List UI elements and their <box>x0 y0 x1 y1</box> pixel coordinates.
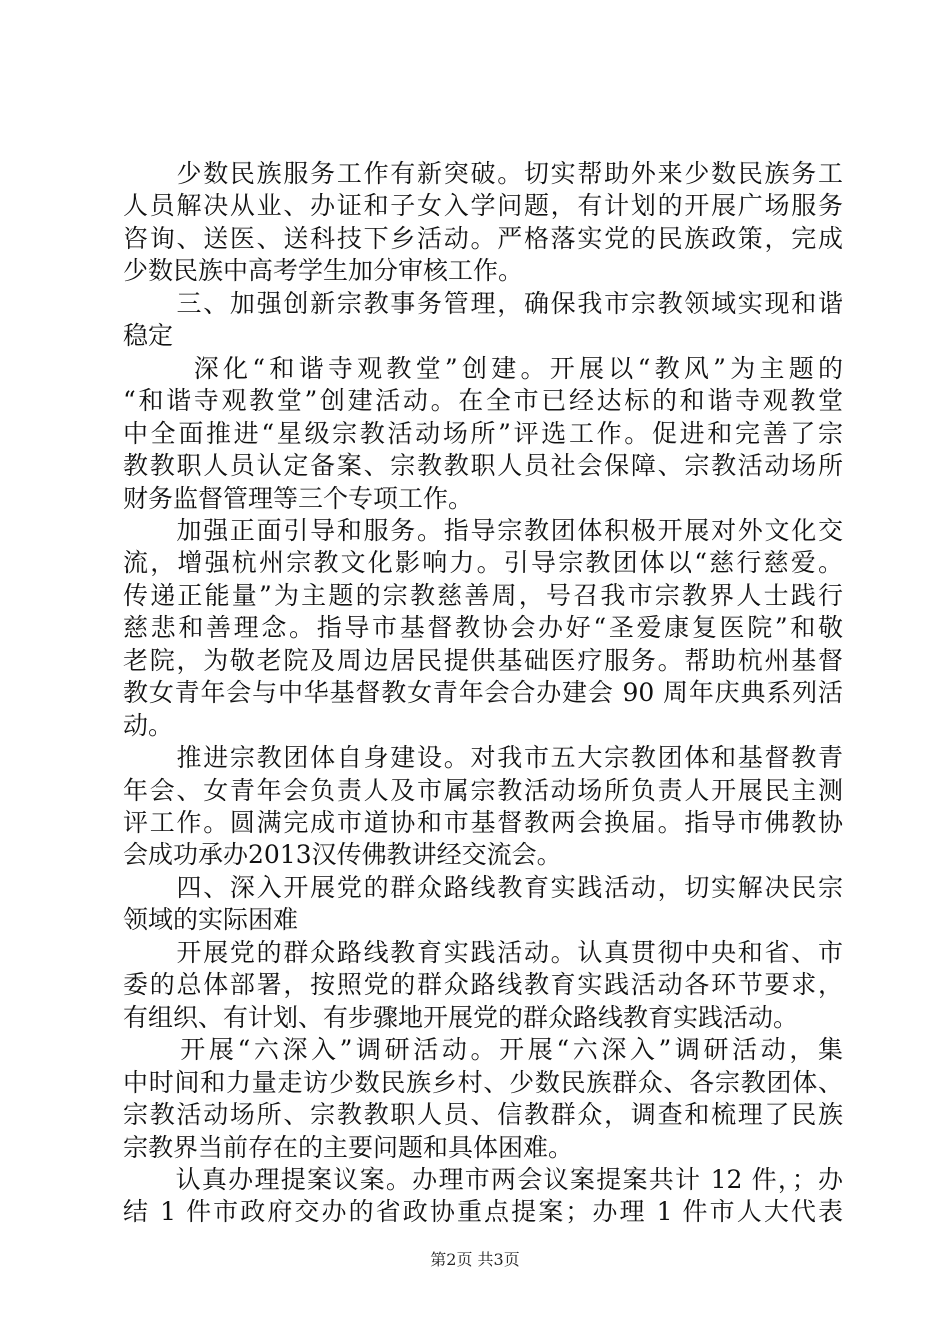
text-line: 财务监督管理等三个专项工作。 <box>123 483 474 513</box>
text-line: 开展“六深入”调研活动。开展“六深入”调研活动，集 <box>123 1035 843 1065</box>
text-line: 有组织、有计划、有步骤地开展党的群众路线教育实践活动。 <box>123 1002 799 1032</box>
text-line: 宗教界当前存在的主要问题和具体困难。 <box>123 1132 574 1162</box>
text-line: 少数民族服务工作有新突破。切实帮助外来少数民族务工 <box>123 159 843 188</box>
text-line: 中时间和力量走访少数民族乡村、少数民族群众、各宗教团体、 <box>123 1067 843 1097</box>
text-line: 传递正能量”为主题的宗教慈善周，号召我市宗教界人士践行 <box>123 580 843 610</box>
text-line: 中全面推进“星级宗教活动场所”评选工作。促进和完善了宗 <box>123 418 843 448</box>
text-line: 稳定 <box>123 321 174 351</box>
text-line: 动。 <box>123 710 174 740</box>
text-line: 会成功承办2013汉传佛教讲经交流会。 <box>123 840 562 870</box>
text-line: 教教职人员认定备案、宗教教职人员社会保障、宗教活动场所 <box>123 451 843 481</box>
text-line: 慈悲和善理念。指导市基督教协会办好“圣爱康复医院”和敬 <box>123 613 843 643</box>
text-line: 宗教活动场所、宗教教职人员、信教群众，调查和梳理了民族 <box>123 1100 843 1130</box>
text-line: 加强正面引导和服务。指导宗教团体积极开展对外文化交 <box>123 515 843 545</box>
text-line: 认真办理提案议案。办理市两会议案提案共计 12 件，；办 <box>123 1164 843 1194</box>
text-line: 人员解决从业、办证和子女入学问题，有计划的开展广场服务 <box>123 191 843 221</box>
page-footer: 第2页 共3页 <box>430 1250 520 1269</box>
text-line: 教女青年会与中华基督教女青年会合办建会 90 周年庆典系列活 <box>123 678 843 708</box>
text-line: 年会、女青年会负责人及市属宗教活动场所负责人开展民主测 <box>123 775 843 805</box>
text-line: 咨询、送医、送科技下乡活动。严格落实党的民族政策，完成 <box>123 223 843 253</box>
text-line: 领域的实际困难 <box>123 905 299 935</box>
text-line: 结 1 件市政府交办的省政协重点提案；办理 1 件市人大代表 <box>123 1197 843 1227</box>
text-line: 深化“和谐寺观教堂”创建。开展以“教风”为主题的 <box>123 353 843 383</box>
text-line: 评工作。圆满完成市道协和市基督教两会换届。指导市佛教协 <box>123 808 843 837</box>
text-line: “和谐寺观教堂”创建活动。在全市已经达标的和谐寺观教堂 <box>123 386 843 416</box>
text-line: 推进宗教团体自身建设。对我市五大宗教团体和基督教青 <box>123 743 843 773</box>
text-line: 老院，为敬老院及周边居民提供基础医疗服务。帮助杭州基督 <box>123 645 843 675</box>
text-line: 开展党的群众路线教育实践活动。认真贯彻中央和省、市 <box>123 937 843 967</box>
text-line: 少数民族中高考学生加分审核工作。 <box>123 256 524 286</box>
text-line: 四、深入开展党的群众路线教育实践活动，切实解决民宗 <box>123 872 843 902</box>
text-line: 流，增强杭州宗教文化影响力。引导宗教团体以“慈行慈爱。 <box>123 548 843 578</box>
text-line: 委的总体部署，按照党的群众路线教育实践活动各环节要求， <box>123 970 843 1000</box>
text-line: 三、加强创新宗教事务管理，确保我市宗教领域实现和谐 <box>123 288 843 318</box>
